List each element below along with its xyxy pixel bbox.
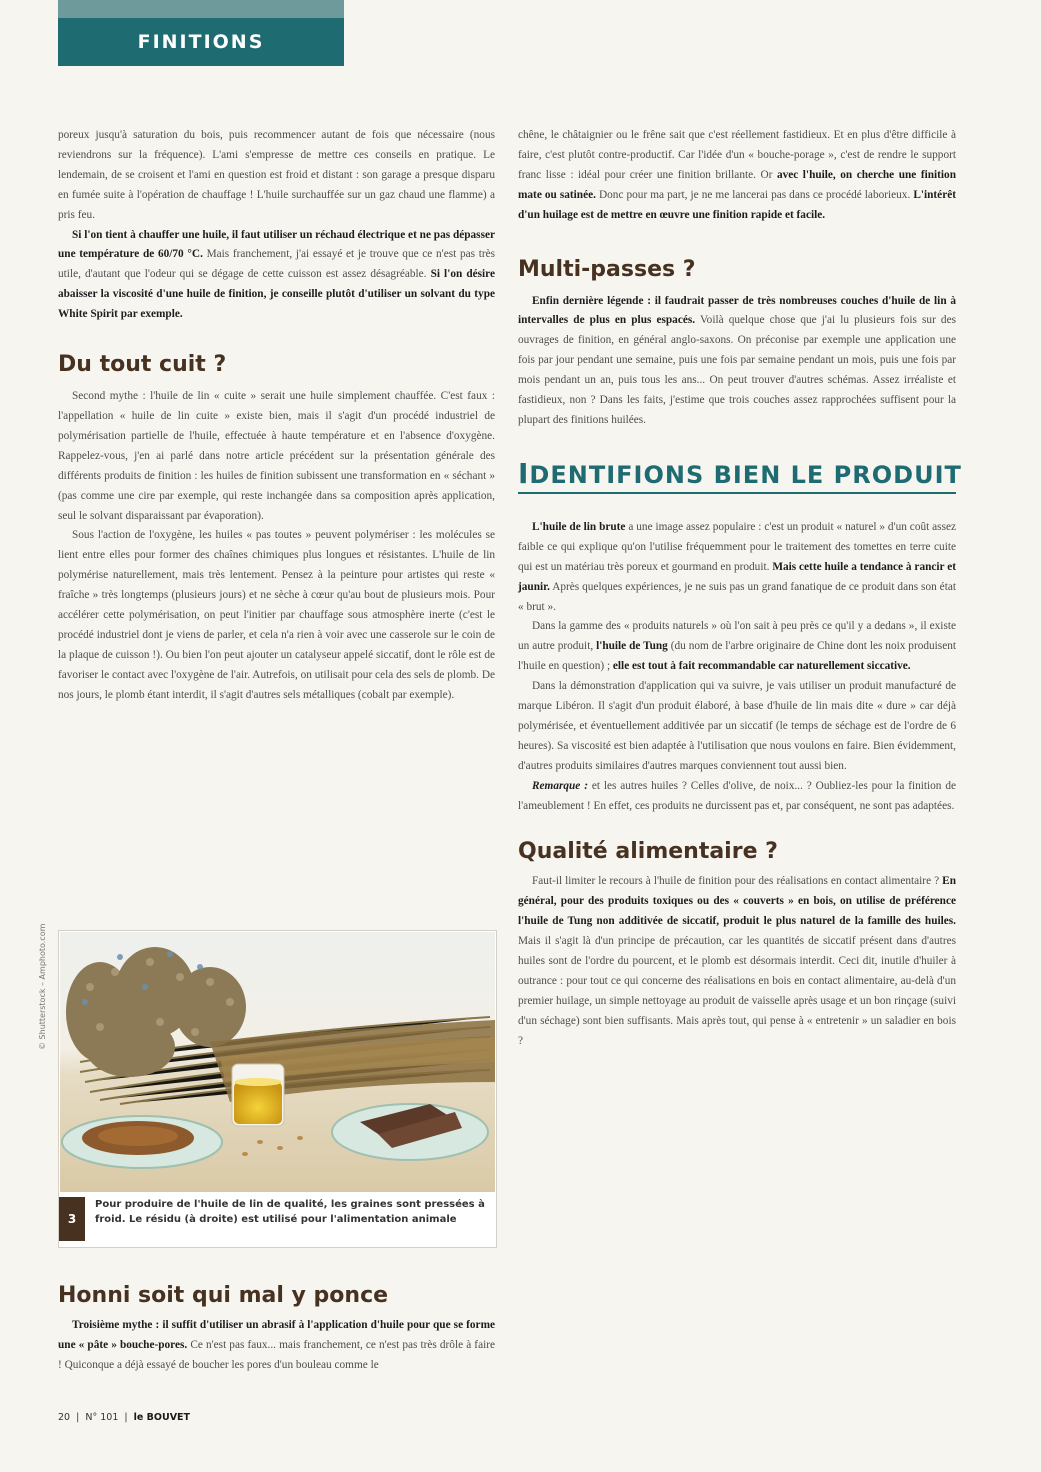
paragraph xyxy=(518,292,956,431)
paragraph xyxy=(58,226,495,326)
paragraph xyxy=(518,518,956,618)
bold-text: Mais cette huile a tendance à rancir et jaunir. xyxy=(518,560,956,593)
paragraph xyxy=(518,777,956,817)
paragraph: Sous l'action de l'oxygène, les huiles « pas toutes » peuvent polymériser : les molécules se lient entre elles pour former des chaînes chimiques plus longues et résistantes. L'huile de lin polymérise naturellement, mais très lentement. Pensez à la peinture pour artistes qui reste « fraîche » très longtemps (plusieurs jours) et ne sèche à cœur qu'au bout de plusieurs mois. Pour accélérer cette polymérisation, on peut l'initier par chauffage sous atmosphère inerte (c'est le procédé industriel dont je viens de parler, et cela n'a rien à voir avec une casserole sur le coin de la plaque de cuisson !). Ou bien l'on peut ajouter un catalyseur appelé siccatif, dont le rôle est de favoriser le contact avec l'oxygène de l'air. Autrefois, on utilisait pour cela des sels de plomb. De nos jours, le plomb étant interdit, il s'agit d'autres sels métalliques (cobalt par exemple). xyxy=(58,529,495,701)
right-column xyxy=(518,126,962,1052)
paragraph xyxy=(518,872,956,1051)
paragraph: Second mythe : l'huile de lin « cuite » serait une huile simplement chauffée. C'est faux : l'appellation « huile de lin cuite » existe bien, mais il s'agit d'un procédé industriel de polymérisation partielle de l'huile, effectuée à haute température et en l'absence d'oxygène. Rappelez-vous, j'en ai parlé dans notre article précédent sur la présentation générale des différents produits de finition : les huiles de finition subissent une transformation en « séchant » (pas comme une cire par exemple, qui reste inchangée dans sa composition après application, seul le solvant disparaissant par évaporation). xyxy=(58,390,495,522)
bold-text: Enfin dernière légende : il faudrait passer de très nombreuses couches d'huile de lin à intervalles de plus en plus espacés. xyxy=(518,294,956,327)
paragraph-text: Mais il s'agit là d'un principe de précaution, car les quantités de siccatif présent dans d'autres huiles sont de l'ordre du pourcent, et le plomb est désormais interdit. Ceci dit, inutile d'huiler à outrance : pour tout ce qui concerne des réalisations en bois en contact alimentaire, au-delà d'un premier huilage, un simple nettoyage au produit de vaisselle après usage et un bon rinçage (suivi d'un séchage) sont bien suffisants. Mais après tout, qui pense à « entretenir » un saladier en bois ? xyxy=(518,935,956,1047)
paragraph xyxy=(518,126,956,226)
heading-du-tout-cuit: Du tout cuit ? xyxy=(58,352,227,378)
paragraph xyxy=(58,1316,495,1376)
paragraph-text: et les autres huiles ? Celles d'olive, de noix... ? Oubliez-les pour la finition de l'ameublement ! En effet, ces produits ne durcissent pas et, par conséquent, ne sont pas adaptées. xyxy=(518,779,956,812)
bold-text: L'intérêt d'un huilage est de mettre en œuvre une finition rapide et facile. xyxy=(518,188,956,221)
flax-photo xyxy=(60,932,495,1192)
heading-honni-soit: Honni soit qui mal y ponce xyxy=(58,1283,389,1308)
paragraph xyxy=(518,617,956,677)
heading-initial: I xyxy=(518,456,530,490)
left-column xyxy=(58,126,495,706)
paragraph-text: Donc pour ma part, je ne me lancerai pas dans ce procédé laborieux. xyxy=(595,188,914,201)
paragraph: poreux jusqu'à saturation du bois, puis recommencer autant de fois que nécessaire (nous reviendrons sur la fréquence). L'ami s'empresse de mettre ces conseils en pratique. Le lendemain, de se croisent et l'ami en question est froid et distant : son garage a presque disparu en fumée suite à l'opération de chauffage ! L'huile surchauffée sur un gaz chaud une flamme) a pris feu. xyxy=(58,129,495,221)
bold-text: avec l'huile, on cherche une finition mate ou satinée. xyxy=(518,168,956,201)
section-tab-top xyxy=(58,0,344,18)
caption-number: 3 xyxy=(59,1197,85,1241)
paragraph-text: Ce n'est pas faux... mais franchement, ce n'est pas très drôle à faire ! Quiconque a déjà essayé de boucher les pores d'un bouleau comme le xyxy=(58,1338,495,1371)
bold-text: l'huile de Tung xyxy=(596,640,668,653)
page-footer: 20 | N° 101 | le BOUVET xyxy=(58,1412,191,1423)
photo-credit: © Shutterstock – Amphoto.com xyxy=(38,923,47,1050)
left-column-bottom xyxy=(58,1282,495,1376)
section-heading-identifions xyxy=(518,456,962,494)
paragraph-text: a une image assez populaire : c'est un produit « naturel » d'un coût assez faible ce qui explique qu'on l'utilise fréquemment pour le traitement des tomettes en terre cuite qui est un matériau très poreux et gourmand en produit. xyxy=(518,520,956,573)
paragraph-text: Dans la gamme des « produits naturels » où l'on sait à peu près ce qu'il y a dedans », il existe un autre produit, xyxy=(518,620,956,653)
bold-text: L'huile de lin brute xyxy=(532,520,626,533)
remark-label: Remarque : xyxy=(532,779,588,792)
heading-qualite-alimentaire: Qualité alimentaire ? xyxy=(518,839,778,865)
heading-rest: DENTIFIONS BIEN LE PRODUIT xyxy=(529,460,962,489)
bold-text: Si l'on tient à chauffer une huile, il faut utiliser un réchaud électrique et ne pas dépasser une température de 60/70 °C. xyxy=(58,228,495,261)
bold-text: Si l'on désire abaisser la viscosité d'une huile de finition, je conseille plutôt d'utiliser un solvant du type White Spirit par exemple. xyxy=(58,268,495,321)
photo-caption xyxy=(59,1193,496,1247)
paragraph-text: Faut-il limiter le recours à l'huile de finition pour des réalisations en contact alimentaire ? xyxy=(532,875,943,888)
paragraph-text: Mais franchement, j'ai essayé et je trouve que ce n'est pas très utile, d'autant que l'odeur qui se dégage de cette cuisson est assez désagréable. xyxy=(58,248,496,281)
magazine-name: le BOUVET xyxy=(133,1412,191,1423)
paragraph-text: Après quelques expériences, je ne suis pas un grand fanatique de ce produit dans son état « brut ». xyxy=(518,580,956,613)
bold-text: Troisième mythe : il suffit d'utiliser un abrasif à l'application d'huile pour que se forme une « pâte » bouche-pores. xyxy=(58,1319,495,1351)
bold-text: elle est tout à fait recommandable car naturellement siccative. xyxy=(612,660,911,673)
paragraph-text: (du nom de l'arbre originaire de Chine dont les noix produisent l'huile en question) ; xyxy=(518,640,956,673)
paragraph-text: chêne, le châtaignier ou le frêne sait que c'est réellement fastidieux. Et en plus d'être difficile à faire, c'est plutôt contre-productif. Car l'idée d'un « bouche-porage », c'est de rendre le support franc lisse : idéal pour créer une finition brillante. Or xyxy=(518,129,956,181)
paragraph: Dans la démonstration d'application qui va suivre, je vais utiliser un produit manufacturé de marque Libéron. Il s'agit d'un produit élaboré, à base d'huile de lin mais dite « dure » car déjà polymérisée, et éventuellement additivée par un siccatif (le temps de séchage est de l'ordre de 6 heures). Sa viscosité est bien adaptée à l'utilisation que nous voulons en faire. Bien évidemment, d'autres produits similaires d'autres marques conviennent tout aussi bien. xyxy=(518,680,956,772)
caption-text: Pour produire de l'huile de lin de qualité, les graines sont pressées à froid. Le résidu (à droite) est utilisé pour l'alimentation animale xyxy=(95,1199,485,1225)
section-title: FINITIONS xyxy=(137,31,265,53)
photo-figure xyxy=(58,930,497,1248)
heading-multi-passes: Multi-passes ? xyxy=(518,256,696,282)
page-number: 20 xyxy=(58,1412,71,1423)
bold-text: En général, pour des produits toxiques ou des « couverts » en bois, on utilise de préférence l'huile de Tung non additivée de siccatif, produit le plus naturel de la famille des huiles. xyxy=(518,875,956,928)
section-tab xyxy=(58,18,344,66)
issue-number: N° 101 xyxy=(85,1412,119,1423)
paragraph-text: Voilà quelque chose que j'ai lu plusieurs fois sur des ouvrages de finition, en général anglo-saxons. On préconise par exemple une application une fois par jour pendant une semaine, puis une fois par semaine pendant un mois, puis une fois par mois pendant un an, puis tous les ans... On peut trouver d'autres schémas. Assez irréaliste et fastidieux, non ? Dans les faits, j'estime que trois couches assez rapprochées suffisent pour la plupart des finitions huilées. xyxy=(518,314,956,426)
